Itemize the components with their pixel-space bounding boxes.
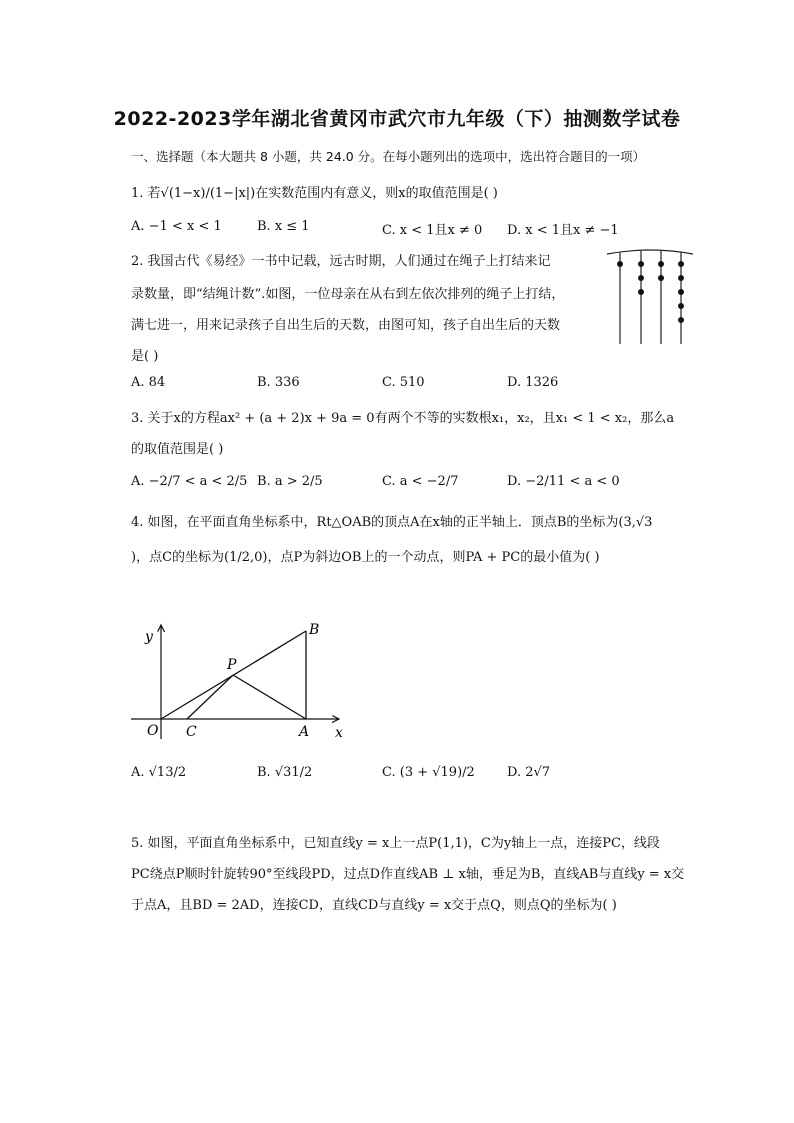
q2-line-3: 满七进一，用来记录孩子自出生后的天数，由图可知，孩子自出生后的天数 xyxy=(131,318,561,333)
label-A: A xyxy=(299,724,310,740)
q5-line-2: PC绕点P顺时针旋转90°至线段PD，过点D作直线AB ⊥ x轴，垂足为B，直线AB与直线y = x交 xyxy=(131,867,685,882)
q2-option-a[interactable]: A. 84 xyxy=(131,375,166,390)
q1-text: 1. 若√(1−x)/(1−|x|)在实数范围内有意义，则x的取值范围是( ) xyxy=(131,186,498,201)
label-O: O xyxy=(147,723,159,739)
knot xyxy=(678,317,684,323)
section-heading: 一、选择题（本大题共 8 小题，共 24.0 分。在每小题列出的选项中，选出符合题目的一项） xyxy=(131,149,646,164)
knot xyxy=(638,261,644,267)
label-y: y xyxy=(145,629,153,645)
knot xyxy=(678,261,684,267)
q3-option-a[interactable]: A. −2/7 < a < 2/5 xyxy=(131,474,248,489)
q3-line-1: 3. 关于x的方程ax² + (a + 2)x + 9a = 0有两个不等的实数根x₁，x₂，且x₁ < 1 < x₂，那么a xyxy=(131,411,675,426)
q5-line-3: 于点A，且BD = 2AD，连接CD，直线CD与直线y = x交于点Q，则点Q的坐标为( ) xyxy=(131,898,617,913)
q2-line-4: 是( ) xyxy=(131,349,159,364)
segment-PC xyxy=(187,675,233,719)
q4-line-1: 4. 如图，在平面直角坐标系中，Rt△OAB的顶点A在x轴的正半轴上．顶点B的坐标为(3,√3 xyxy=(131,515,653,530)
q5-line-1: 5. 如图，平面直角坐标系中，已知直线y = x上一点P(1,1)，C为y轴上一点，连接PC，线段 xyxy=(131,836,660,851)
knot xyxy=(638,275,644,281)
label-P: P xyxy=(227,657,237,673)
q4-option-d[interactable]: D. 2√7 xyxy=(507,765,551,780)
q2-line-2: 录数量，即“结绳计数”.如图，一位母亲在从右到左依次排列的绳子上打结， xyxy=(131,287,565,302)
q2-option-d[interactable]: D. 1326 xyxy=(507,375,559,390)
q1-option-d[interactable]: D. x < 1且x ≠ −1 xyxy=(507,223,619,238)
q2-line-1: 2. 我国古代《易经》一书中记载，远古时期，人们通过在绳子上打结来记 xyxy=(131,254,551,269)
label-x: x xyxy=(335,725,343,741)
q1-option-b[interactable]: B. x ≤ 1 xyxy=(257,219,310,234)
page-title: 2022-2023学年湖北省黄冈市武穴市九年级（下）抽测数学试卷 xyxy=(113,108,681,130)
knot xyxy=(617,261,623,267)
label-C: C xyxy=(186,724,197,740)
q4-option-b[interactable]: B. √31/2 xyxy=(257,765,313,780)
q4-option-c[interactable]: C. (3 + √19)/2 xyxy=(382,765,475,780)
q1-option-a[interactable]: A. −1 < x < 1 xyxy=(131,219,222,234)
knot xyxy=(658,275,664,281)
label-B: B xyxy=(309,622,320,638)
q3-option-c[interactable]: C. a < −2/7 xyxy=(382,474,459,489)
q4-option-a[interactable]: A. √13/2 xyxy=(131,765,187,780)
q3-line-2: 的取值范围是( ) xyxy=(131,442,224,457)
q3-option-b[interactable]: B. a > 2/5 xyxy=(257,474,323,489)
knot xyxy=(658,261,664,267)
q4-line-2: )，点C的坐标为(1/2,0)，点P为斜边OB上的一个动点，则PA + PC的最小值为( ) xyxy=(131,550,600,565)
knot xyxy=(678,289,684,295)
q4-coordinate-figure xyxy=(125,615,355,745)
q2-option-c[interactable]: C. 510 xyxy=(382,375,425,390)
knot xyxy=(638,289,644,295)
knot xyxy=(678,303,684,309)
q2-option-b[interactable]: B. 336 xyxy=(257,375,300,390)
segment-PA xyxy=(233,675,306,719)
q1-option-c[interactable]: C. x < 1且x ≠ 0 xyxy=(382,223,483,238)
knotted-ropes-figure xyxy=(604,248,696,348)
q3-option-d[interactable]: D. −2/11 < a < 0 xyxy=(507,474,620,489)
knot xyxy=(678,275,684,281)
